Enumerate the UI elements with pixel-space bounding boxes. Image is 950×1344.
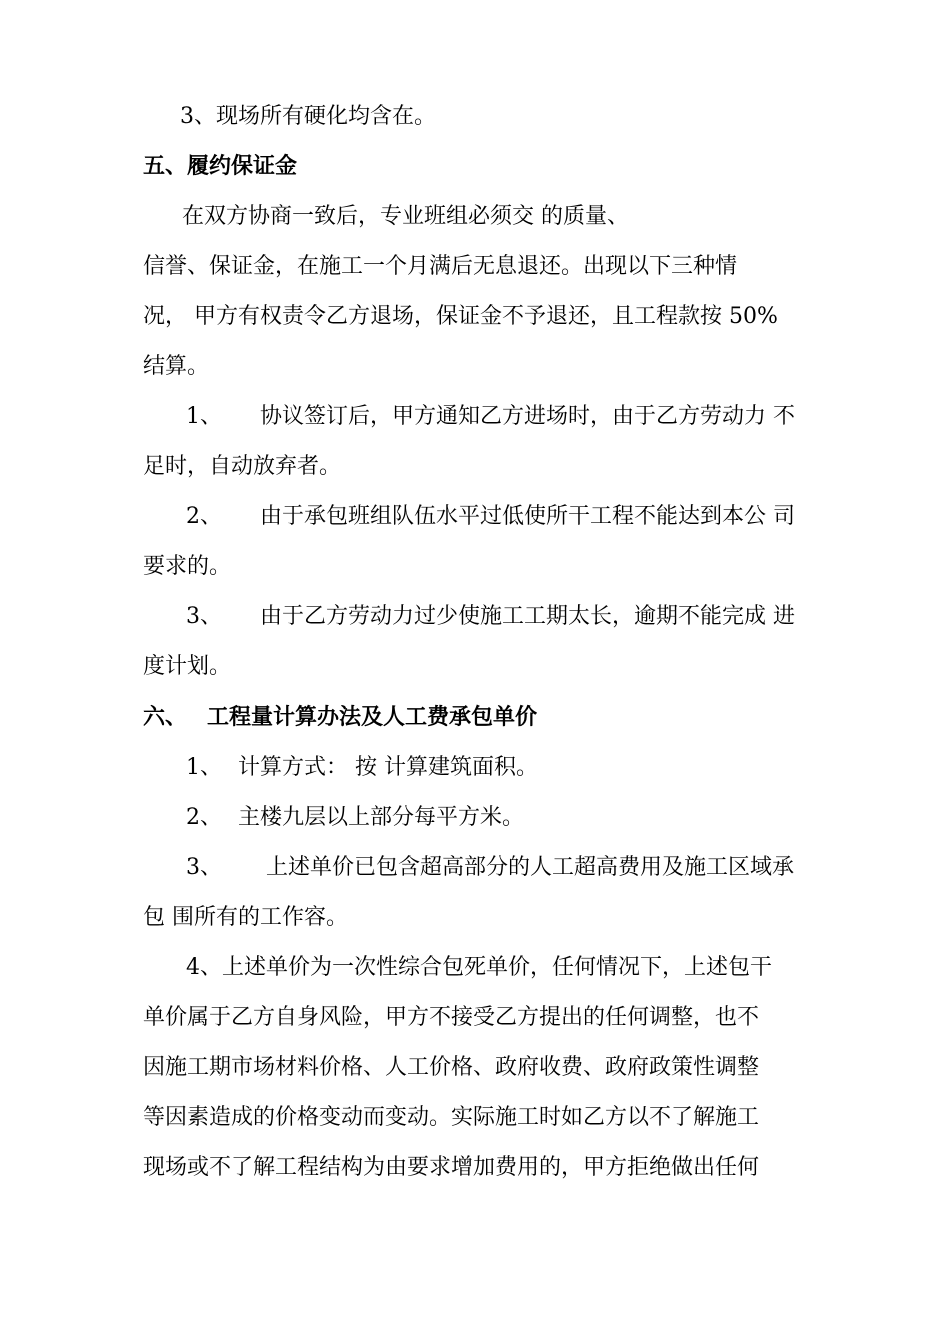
section-6-item-2	[186, 804, 524, 832]
section-6-item-4-line-2: 单价属于乙方自身风险，甲方不接受乙方提出的任何调整，也不	[143, 1005, 760, 1030]
section-5-item-3	[186, 603, 795, 631]
section-5-item-2	[186, 503, 795, 531]
item-number: 3、	[186, 604, 222, 629]
item-text: 主楼九层以上部分每平方米。	[238, 805, 525, 830]
section-6-title	[143, 704, 537, 732]
section-5-item-1-cont: 足时，自动放弃者。	[143, 454, 342, 479]
item-text: 协议签订后，甲方通知乙方进场时，由于乙方劳动力 不	[260, 404, 795, 429]
section-5-body-line-2: 信誉、保证金，在施工一个月满后无息退还。出现以下三种情	[143, 254, 738, 279]
item-3-hardening: 3、现场所有硬化均含在。	[180, 104, 436, 129]
item-number: 2、	[186, 504, 222, 529]
item-number: 2、	[186, 805, 222, 830]
section-6-item-3	[186, 854, 794, 882]
section-6-item-4-line-4: 等因素造成的价格变动而变动。实际施工时如乙方以不了解施工	[143, 1105, 760, 1130]
item-number: 3、	[186, 855, 222, 880]
item-number: 1、	[186, 755, 222, 780]
section-6-item-3-cont: 包 围所有的工作容。	[143, 905, 348, 930]
item-text: 由于乙方劳动力过少使施工工期太长，逾期不能完成 进	[260, 604, 795, 629]
section-5-body-line-1: 在双方协商一致后，专业班组必须交 的质量、	[182, 204, 629, 229]
section-5-item-3-cont: 度计划。	[143, 654, 232, 679]
item-text: 上述单价已包含超高部分的人工超高费用及施工区域承	[266, 855, 795, 880]
section-5-body-line-3: 况， 甲方有权责令乙方退场，保证金不予退还，且工程款按 50%	[143, 304, 778, 329]
item-number: 1、	[186, 404, 222, 429]
section-6-item-4-line-5: 现场或不了解工程结构为由要求增加费用的，甲方拒绝做出任何	[143, 1155, 760, 1180]
item-text: 计算方式： 按 计算建筑面积。	[238, 755, 538, 780]
section-6-item-4-line-3: 因施工期市场材料价格、人工价格、政府收费、政府政策性调整	[143, 1055, 760, 1080]
item-text: 由于承包班组队伍水平过低使所干工程不能达到本公 司	[260, 504, 795, 529]
section-5-title: 五、履约保证金	[143, 154, 298, 179]
section-5-body-line-4: 结算。	[143, 354, 210, 379]
section-6-number: 六、	[143, 705, 188, 730]
section-6-title-text: 工程量计算办法及人工费承包单价	[207, 705, 538, 730]
section-6-item-4-line-1: 4、上述单价为一次性综合包死单价，任何情况下，上述包干	[186, 955, 772, 980]
section-5-item-1	[186, 403, 795, 431]
section-5-item-2-cont: 要求的。	[143, 554, 232, 579]
section-6-item-1	[186, 754, 538, 782]
